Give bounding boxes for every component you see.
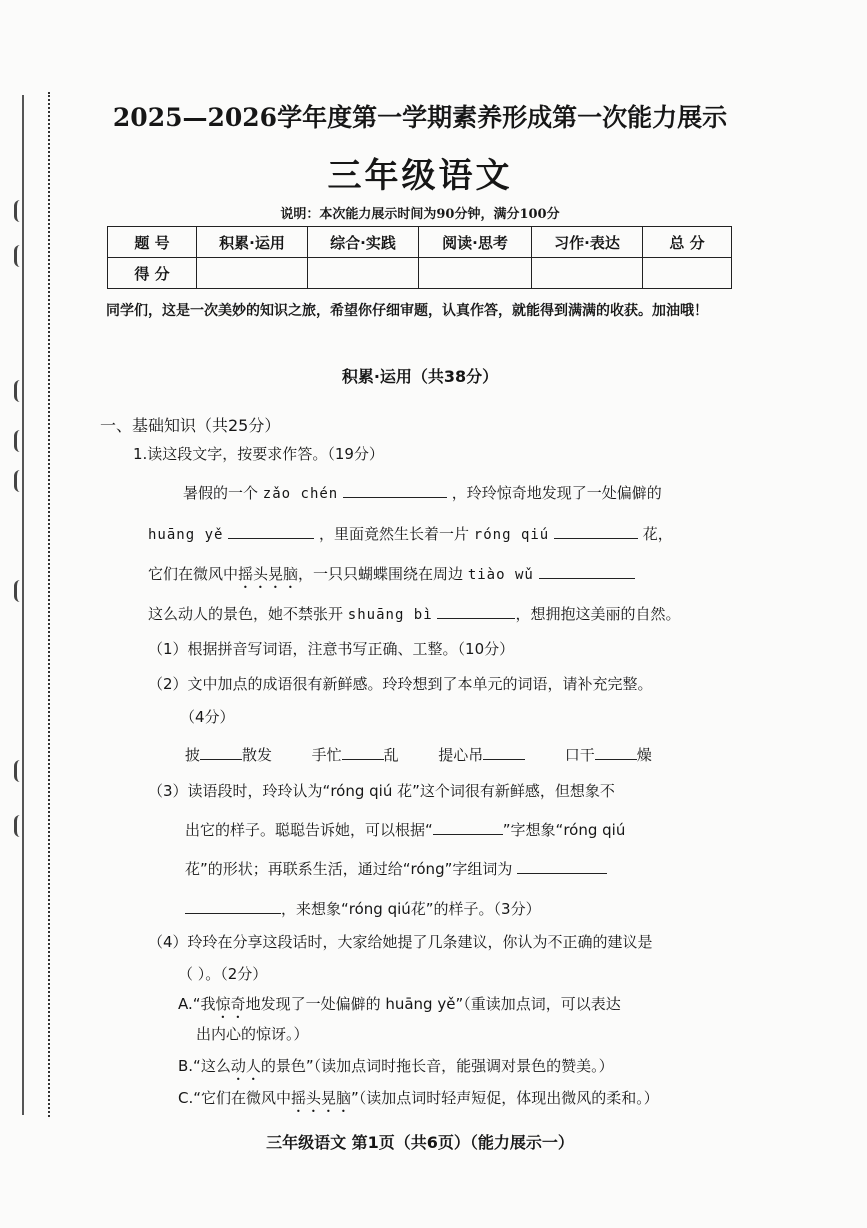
option-text: ”（读加点词时轻声短促，体现出微风的柔和。） bbox=[351, 1089, 659, 1107]
intro-text: 同学们，这是一次美妙的知识之旅，希望你仔细审题，认真作答，就能得到满满的收获。加油哦！ bbox=[106, 303, 708, 319]
score-table-cell: 题 号 bbox=[108, 227, 197, 258]
pinyin: tiào wǔ bbox=[467, 567, 534, 583]
section-title: 积累·运用（共38分） bbox=[341, 367, 499, 386]
answer-blank[interactable] bbox=[228, 524, 314, 539]
sub-question-3-line bbox=[148, 780, 615, 801]
fill-text: 提心吊 bbox=[438, 746, 484, 764]
binding-mark bbox=[14, 200, 35, 222]
answer-blank[interactable] bbox=[554, 524, 638, 539]
pinyin: róng qiú bbox=[473, 527, 550, 543]
sub-question-4: （4）玲玲在分享这段话时，大家给她提了几条建议，你认为不正确的建议是 bbox=[148, 933, 653, 951]
option-text: 的景色”（读加点词时拖长音，能强调对景色的赞美。） bbox=[260, 1057, 614, 1075]
sub-question-3-text: （3）读语段时，玲玲认为 bbox=[148, 782, 323, 800]
option-text: C.“它们在微风中 bbox=[178, 1089, 292, 1107]
binding-mark bbox=[14, 815, 35, 837]
passage-line bbox=[148, 603, 680, 624]
dotted-phrase: 惊奇 bbox=[215, 995, 246, 1013]
binding-margin bbox=[30, 90, 50, 1120]
passage-text: 这么动人的景色，她不禁张开 bbox=[148, 605, 344, 623]
sub-question-3-text: ”字想象“róng qiú bbox=[502, 821, 626, 839]
answer-blank[interactable] bbox=[342, 745, 384, 760]
fill-in-row bbox=[185, 744, 652, 765]
sub-question-2: （2）文中加点的成语很有新鲜感。玲玲想到了本单元的词语，请补充完整。 bbox=[148, 675, 653, 693]
answer-blank[interactable] bbox=[200, 745, 242, 760]
score-table-cell: 综合·实践 bbox=[308, 227, 419, 258]
passage-line bbox=[183, 482, 662, 503]
sub-question-3-line bbox=[185, 819, 625, 840]
answer-blank[interactable] bbox=[433, 820, 503, 835]
binding-mark bbox=[14, 470, 35, 492]
fill-text: 披 bbox=[185, 746, 201, 764]
passage-text: ，一只只蝴蝶围绕在周边 bbox=[298, 565, 464, 583]
answer-blank[interactable] bbox=[343, 483, 447, 498]
score-input-cell[interactable] bbox=[643, 258, 732, 289]
score-input-cell[interactable] bbox=[419, 258, 532, 289]
score-input-cell[interactable] bbox=[308, 258, 419, 289]
answer-blank[interactable] bbox=[437, 604, 515, 619]
score-input-cell[interactable] bbox=[197, 258, 308, 289]
option-b[interactable] bbox=[178, 1055, 614, 1084]
score-table bbox=[107, 226, 732, 289]
pinyin: shuāng bì bbox=[347, 607, 433, 623]
sub-question-3-text: 出它的样子。聪聪告诉她，可以根据“ bbox=[185, 821, 433, 839]
pinyin: zǎo chén bbox=[262, 486, 339, 502]
passage-line bbox=[148, 563, 635, 592]
passage-text: ，玲玲惊奇地发现了一处偏僻的 bbox=[451, 484, 662, 502]
part-heading: 一、基础知识（共25分） bbox=[100, 416, 281, 435]
option-a[interactable] bbox=[178, 993, 621, 1022]
fill-text: 散发 bbox=[242, 746, 273, 764]
score-table-cell: 阅读·思考 bbox=[419, 227, 532, 258]
sub-question-3-text: ，来想象“róng qiú花”的样子。（3分） bbox=[281, 900, 541, 918]
fill-text: 燥 bbox=[636, 746, 652, 764]
answer-blank[interactable] bbox=[595, 745, 637, 760]
exam-subject: 三年级语文 bbox=[327, 156, 513, 196]
sub-question-3-line bbox=[185, 858, 607, 879]
pinyin: huāng yě bbox=[148, 527, 224, 543]
answer-blank[interactable] bbox=[185, 899, 281, 914]
question-title: 1.读这段文字，按要求作答。（19分） bbox=[133, 445, 384, 463]
option-c[interactable] bbox=[178, 1087, 659, 1116]
option-text: 地发现了一处偏僻的 huāng yě”（重读加点词，可以表达 bbox=[245, 995, 621, 1013]
answer-blank[interactable] bbox=[539, 564, 635, 579]
binding-mark bbox=[14, 430, 35, 452]
fill-text: 手忙 bbox=[311, 746, 342, 764]
answer-blank[interactable] bbox=[483, 745, 525, 760]
sub-question-4-answer[interactable]: （ ）。（2分） bbox=[178, 965, 268, 983]
dotted-phrase: 摇头晃脑 bbox=[291, 1089, 352, 1107]
sub-question-3-text: 花”的形状；再联系生活，通过给“róng”字组词为 bbox=[185, 860, 513, 878]
binding-mark bbox=[14, 380, 35, 402]
passage-text: 花， bbox=[642, 525, 673, 543]
binding-dotted-line bbox=[48, 92, 50, 1117]
passage-text: 它们在微风中 bbox=[148, 565, 239, 583]
sub-question-3-line bbox=[185, 898, 541, 919]
fill-text: 乱 bbox=[383, 746, 399, 764]
page-footer: 三年级语文 第1页（共6页）（能力展示一） bbox=[266, 1133, 574, 1152]
score-table-cell: 得 分 bbox=[108, 258, 197, 289]
dotted-phrase: 动人 bbox=[230, 1057, 261, 1075]
score-table-cell: 积累·运用 bbox=[197, 227, 308, 258]
fill-text: 口干 bbox=[564, 746, 595, 764]
score-input-cell[interactable] bbox=[532, 258, 643, 289]
binding-mark bbox=[14, 760, 35, 782]
score-table-score-row bbox=[108, 258, 732, 289]
sub-question-3-text: “róng qiú 花” bbox=[322, 782, 420, 800]
sub-question-1: （1）根据拼音写词语，注意书写正确、工整。（10分） bbox=[148, 640, 515, 658]
score-table-cell: 习作·表达 bbox=[532, 227, 643, 258]
answer-blank[interactable] bbox=[517, 859, 607, 874]
score-table-header-row bbox=[108, 227, 732, 258]
sub-question-2-score: （4分） bbox=[180, 708, 235, 726]
exam-note: 说明：本次能力展示时间为90分钟，满分100分 bbox=[280, 207, 560, 222]
passage-text: ，想拥抱这美丽的自然。 bbox=[515, 605, 681, 623]
passage-text: ，里面竟然生长着一片 bbox=[319, 525, 470, 543]
sub-question-3-text: 这个词很有新鲜感，但想象不 bbox=[419, 782, 615, 800]
option-a-continued: 出内心的惊讶。） bbox=[196, 1025, 309, 1043]
dotted-phrase: 摇头晃脑 bbox=[238, 565, 299, 583]
binding-mark bbox=[14, 580, 35, 602]
passage-text: 暑假的一个 bbox=[183, 484, 259, 502]
binding-mark bbox=[14, 245, 35, 267]
score-table-cell: 总 分 bbox=[643, 227, 732, 258]
passage-line bbox=[148, 523, 673, 544]
exam-title: 2025—2026学年度第一学期素养形成第一次能力展示 bbox=[112, 103, 728, 132]
option-text: A.“我 bbox=[178, 995, 216, 1013]
option-text: B.“这么 bbox=[178, 1057, 231, 1075]
